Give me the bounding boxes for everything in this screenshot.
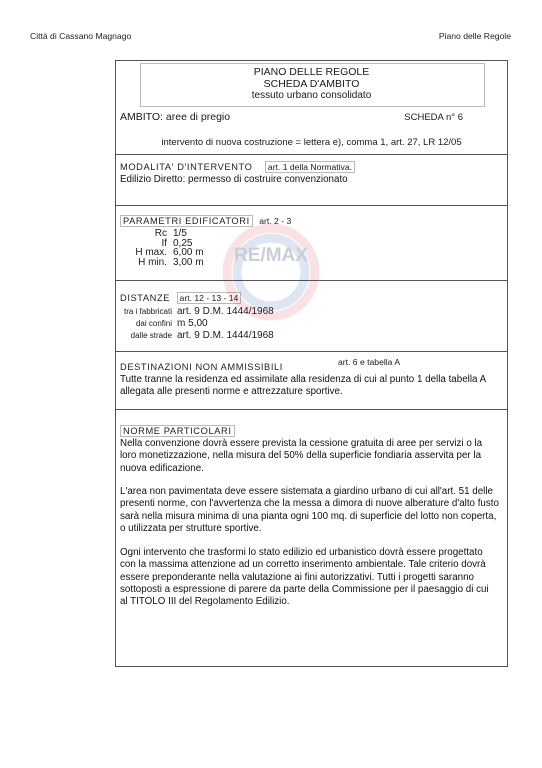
param-row: If 0,25 bbox=[161, 237, 193, 249]
destinazioni-text: Tutte tranne la residenza ed assimilate alla residenza di cui al punto 1 della tabella A allegata alle presenti norme e attrezzature sportive. bbox=[120, 374, 486, 398]
norme-header bbox=[120, 421, 235, 439]
section-divider bbox=[116, 409, 507, 410]
destinazioni-label: DESTINAZIONI NON AMMISSIBILI bbox=[120, 362, 283, 372]
intervento-text: intervento di nuova costruzione = lettera e), comma 1, art. 27, LR 12/05 bbox=[161, 137, 462, 148]
parametri-label: PARAMETRI EDIFICATORI bbox=[120, 215, 253, 227]
norme-label: NORME PARTICOLARI bbox=[120, 425, 235, 437]
modalita-header bbox=[120, 157, 355, 175]
title-line-3: tessuto urbano consolidato bbox=[251, 90, 372, 101]
section-divider bbox=[116, 154, 507, 155]
page-header-left: Città di Cassano Magnago bbox=[30, 31, 132, 41]
norme-paragraph-2: L'area non pavimentata deve essere sistemata a giardino urbano di cui all'art. 51 delle presenti norme, con l'avvertenza che la messa a dimora di nuove alberature d'alto fusto sarà nella misura minima di una pianta ogni 100 mq. di superficie del lotto non coperta, o utilizzata per strutture sportive. bbox=[120, 486, 499, 534]
norme-paragraph-3: Ogni intervento che trasformi lo stato edilizio ed urbanistico dovrà essere progettato con la massima attenzione ad un corretto inserimento ambientale. Tale criterio dovrà essere preponderante nella valutazione ai fini autorizzativi. Tutti i progetti saranno sottoposti a espressione di parere da parte della Commissione per il paesaggio di cui al TITOLO III del Regolamento Edilizio. bbox=[120, 547, 489, 608]
modalita-text: Edilizio Diretto: permesso di costruire convenzionato bbox=[120, 174, 348, 185]
watermark-text: RE/MAX bbox=[234, 245, 308, 266]
ambito-label: AMBITO: aree di pregio bbox=[120, 111, 231, 123]
modalita-ref: art. 1 della Normativa. bbox=[265, 161, 355, 173]
modalita-label: MODALITA' D'INTERVENTO bbox=[120, 162, 253, 172]
page-header-right: Piano delle Regole bbox=[438, 31, 511, 41]
title-line-1: PIANO DELLE REGOLE bbox=[253, 66, 370, 78]
norme-paragraph-1: Nella convenzione dovrà essere prevista la cessione gratuita di aree per servizi o la loro monetizzazione, nella misura del 50% della superficie fondiaria asservita per la nuova edificazione. bbox=[120, 438, 483, 474]
scheda-number: SCHEDA n° 6 bbox=[404, 112, 463, 123]
dist-row: dalle strade art. 9 D.M. 1444/1968 bbox=[130, 330, 274, 341]
distanze-ref: art. 12 - 13 - 14 bbox=[177, 292, 242, 304]
parametri-ref: art. 2 - 3 bbox=[259, 216, 292, 226]
distanze-label: DISTANZE bbox=[120, 293, 171, 303]
param-row: Rc 1/5 bbox=[154, 228, 187, 239]
param-row: H min. 3,00 m bbox=[138, 256, 204, 268]
destinazioni-header bbox=[120, 357, 505, 375]
section-divider bbox=[116, 351, 507, 352]
scheda-ambito-sheet bbox=[115, 60, 508, 667]
document-title bbox=[116, 67, 507, 102]
dist-row: dai confini m 5,00 bbox=[135, 318, 208, 329]
destinazioni-ref: art. 6 e tabella A bbox=[338, 357, 401, 367]
parametri-table bbox=[124, 229, 204, 267]
remax-watermark bbox=[221, 222, 321, 322]
param-row: H max. 6,00 m bbox=[135, 247, 204, 259]
section-divider bbox=[116, 205, 507, 206]
dist-row: tra i fabbricati art. 9 D.M. 1444/1968 bbox=[123, 306, 274, 317]
title-line-2: SCHEDA D'AMBITO bbox=[263, 77, 360, 90]
